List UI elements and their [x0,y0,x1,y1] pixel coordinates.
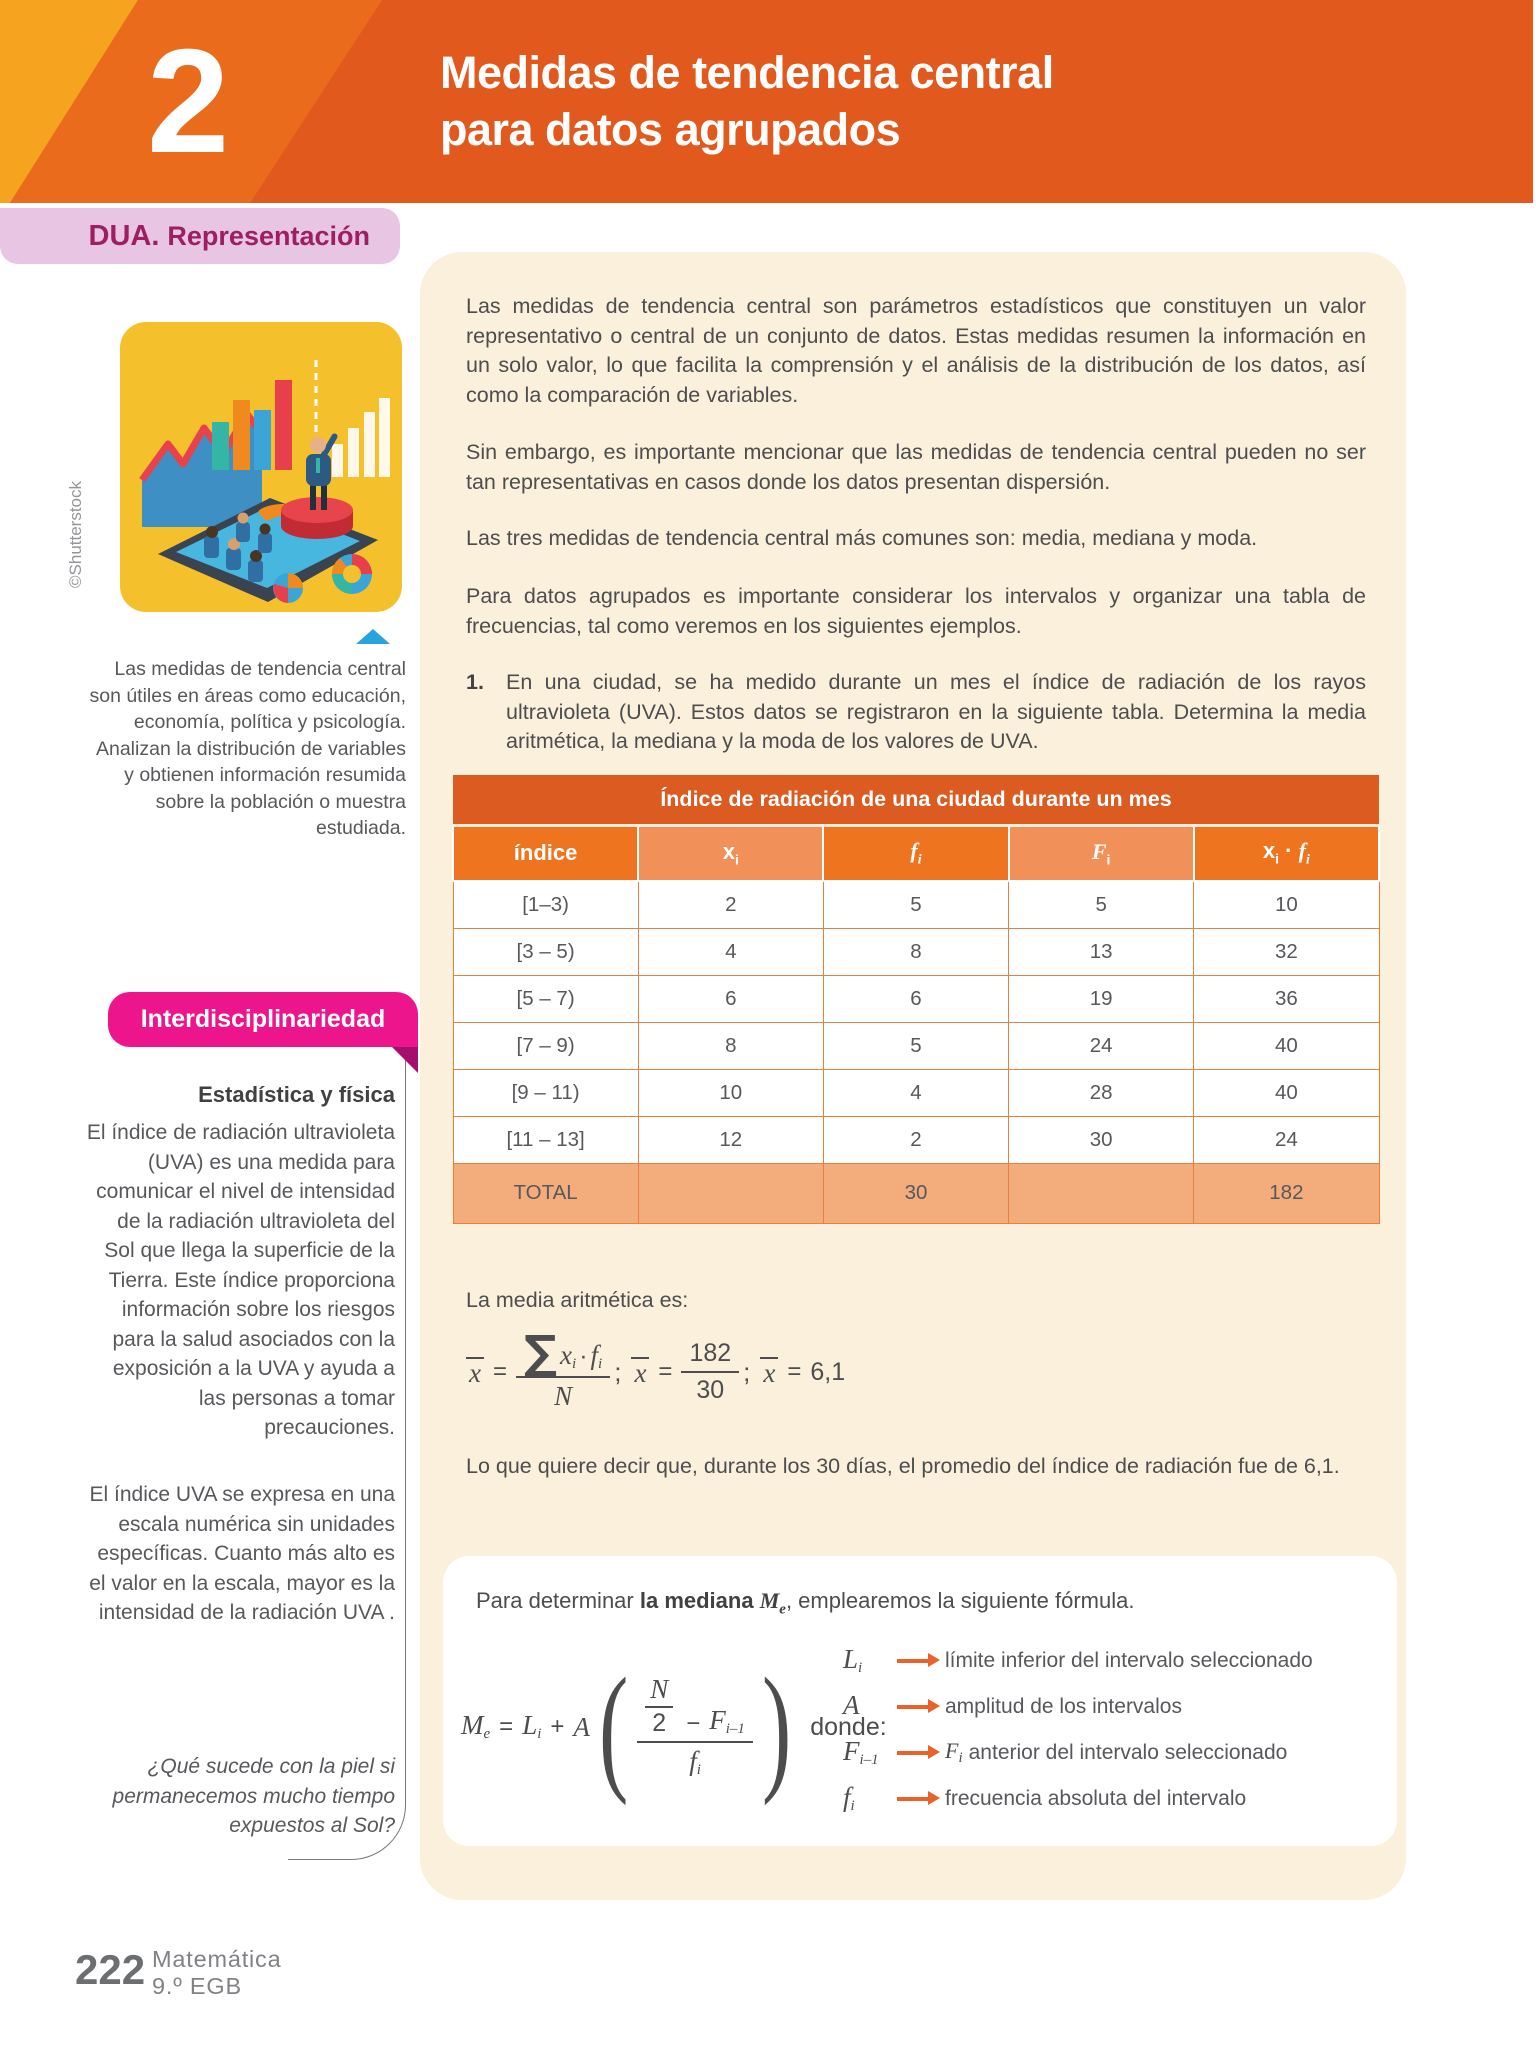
table-row: [5 – 7) 6 6 19 36 [453,975,1379,1022]
interdisciplinariedad-badge: Interdisciplinariedad [108,992,418,1047]
header-xifi: $x_i \cdot f_i$ [1194,825,1379,881]
left-paren: ( [598,1647,629,1806]
header-indice: índice [453,825,638,881]
page-title-line1: Medidas de tendencia central [440,47,1054,98]
sidebar-question: ¿Qué sucede con la piel si permanecemos mucho tiempo expuestos al Sol? [112,1755,395,1837]
mean-formula: x = ∑ $x_i \cdot f_i$ N ; x = $\frac{182}{30}$ ; x = 6,1 [466,1322,845,1422]
table-row: [3 – 5) 4 8 13 32 [453,928,1379,975]
header-xi: $x_i$ [638,825,823,881]
median-formula: $M_e$ = $L_i$ + A ( N 2 − $F_{i-1}$ $f_i$ ) donde: [461,1647,887,1806]
intro-paragraph-3: Las tres medidas de tendencia central más comunes son: media, mediana y moda. [466,526,1258,550]
header-fi: $f_i$ [823,825,1008,881]
table-title: Índice de radiación de una ciudad durante un mes [453,775,1379,825]
image-credit: ©Shutterstock [66,480,85,588]
statistics-illustration-svg [120,322,402,612]
mean-result: 6,1 [810,1357,846,1386]
x-bar: x [466,1357,484,1387]
donut-chart-icon [332,554,372,594]
exercise-number: 1. [466,670,484,694]
legend-item-A: A amplitud de los intervalos [843,1690,1182,1721]
sum-fraction: ∑ $x_i \cdot f_i$ N [516,1332,610,1412]
total-f: 30 [823,1163,1008,1223]
legend-item-Li: $L_i$ límite inferior del intervalo seleccionado [843,1644,1313,1677]
image-caption: Las medidas de tendencia central son útiles en áreas como educación, economía, política y psicología. Analizan la distribución de variables y obtienen información resumida sobre la población o muestra estudiada. [89,658,406,839]
statistics-illustration [120,322,402,612]
unit-header-banner [0,0,1533,203]
sidebar-heading: Estadística y física [198,1082,395,1107]
unit-number: 2 [147,19,230,184]
white-bar-chart-icon [332,398,390,477]
page-title-line2: para datos agrupados [440,104,901,155]
median-box [443,1556,1397,1846]
caption-pointer-icon [356,629,390,644]
page-number: 222 [75,1946,146,1993]
page-title [440,44,1054,158]
frequency-table [452,775,1380,1224]
table-total-row [453,1163,1379,1223]
arrow-right-icon [897,1705,929,1710]
book-subject: Matemática 9.º EGB [152,1946,282,1999]
table-row: [11 – 13] 12 2 30 24 [453,1116,1379,1163]
intro-paragraph-4: Para datos agrupados es importante considerar los intervalos y organizar una tabla de frecuencias, tal como veremos en los siguientes ejemplos. [466,584,1366,638]
intro-paragraph-1: Las medidas de tendencia central son parámetros estadísticos que constituyen un valor representativo o central de un conjunto de datos. Estas medidas resumen la información en un solo valor, lo que facilita la comprensión y el análisis de la distribución de los datos, así como la comparación de variables. [466,294,1366,407]
median-fraction: N 2 − $F_{i-1}$ $f_i$ [637,1674,753,1779]
exercise-item-1 [466,668,1366,757]
exercise-text: En una ciudad, se ha medido durante un mes el índice de radiación de los rayos ultravioleta (UVA). Estos datos se registraron en la siguiente tabla. Determina la media aritmética, la mediana y la moda de los valores de UVA. [506,670,1366,753]
total-label: TOTAL [453,1163,638,1223]
table-header-row [453,825,1379,881]
legend-item-fi: $f_i$ frecuencia absoluta del intervalo [843,1782,1247,1815]
table-row: [1–3) 2 5 5 10 [453,881,1379,928]
sidebar-paragraph-2: El índice UVA se expresa en una escala numérica sin unidades específicas. Cuanto más alto es el valor en la escala, mayor es la intensidad de la radiación UVA . [89,1483,395,1624]
table-row: [7 – 9) 8 5 24 40 [453,1022,1379,1069]
dua-badge [0,208,400,264]
median-legend [843,1638,1313,1822]
dua-label: DUA. [88,219,160,252]
pie-chart-icon [273,573,303,603]
sidebar-paragraph-1: El índice de radiación ultravioleta (UVA) es una medida para comunicar el nivel de intensidad de la radiación ultravioleta del Sol que llega la superficie de la Tierra. Este índice proporciona información sobre los riesgos para la salud asociados con la exposición a la UVA y ayuda a las personas a tomar precauciones. [86,1121,395,1439]
arrow-right-icon [897,1797,929,1802]
arrow-right-icon [897,1751,929,1756]
mean-conclusion: Lo que quiere decir que, durante los 30 días, el promedio del índice de radiación fue de 6,1. [466,1454,1340,1478]
arrow-right-icon [897,1659,929,1664]
median-intro: Para determinar la mediana $M_e$, emplearemos la siguiente fórmula. [476,1588,1135,1618]
value-fraction: $\frac{182}{30}$ [681,1339,739,1405]
dua-text: Representación [167,220,370,251]
table-row: [9 – 11) 10 4 28 40 [453,1069,1379,1116]
total-xf: 182 [1194,1163,1379,1223]
mean-intro: La media aritmética es: [466,1288,689,1312]
badge-fold-icon [392,1047,418,1073]
donde-label: donde: [810,1712,887,1741]
legend-item-Fi-1: $F_{i-1}$ $F_i$ anterior del intervalo seleccionado [843,1736,1288,1769]
table-title-row [453,775,1379,825]
right-paren: ) [761,1647,792,1806]
sigma-symbol: ∑ [524,1324,558,1379]
intro-paragraph-2: Sin embargo, es importante mencionar que las medidas de tendencia central pueden no ser tan representativas en casos donde los datos presentan dispersión. [466,440,1366,494]
header-Fi: $F_i$ [1009,825,1194,881]
